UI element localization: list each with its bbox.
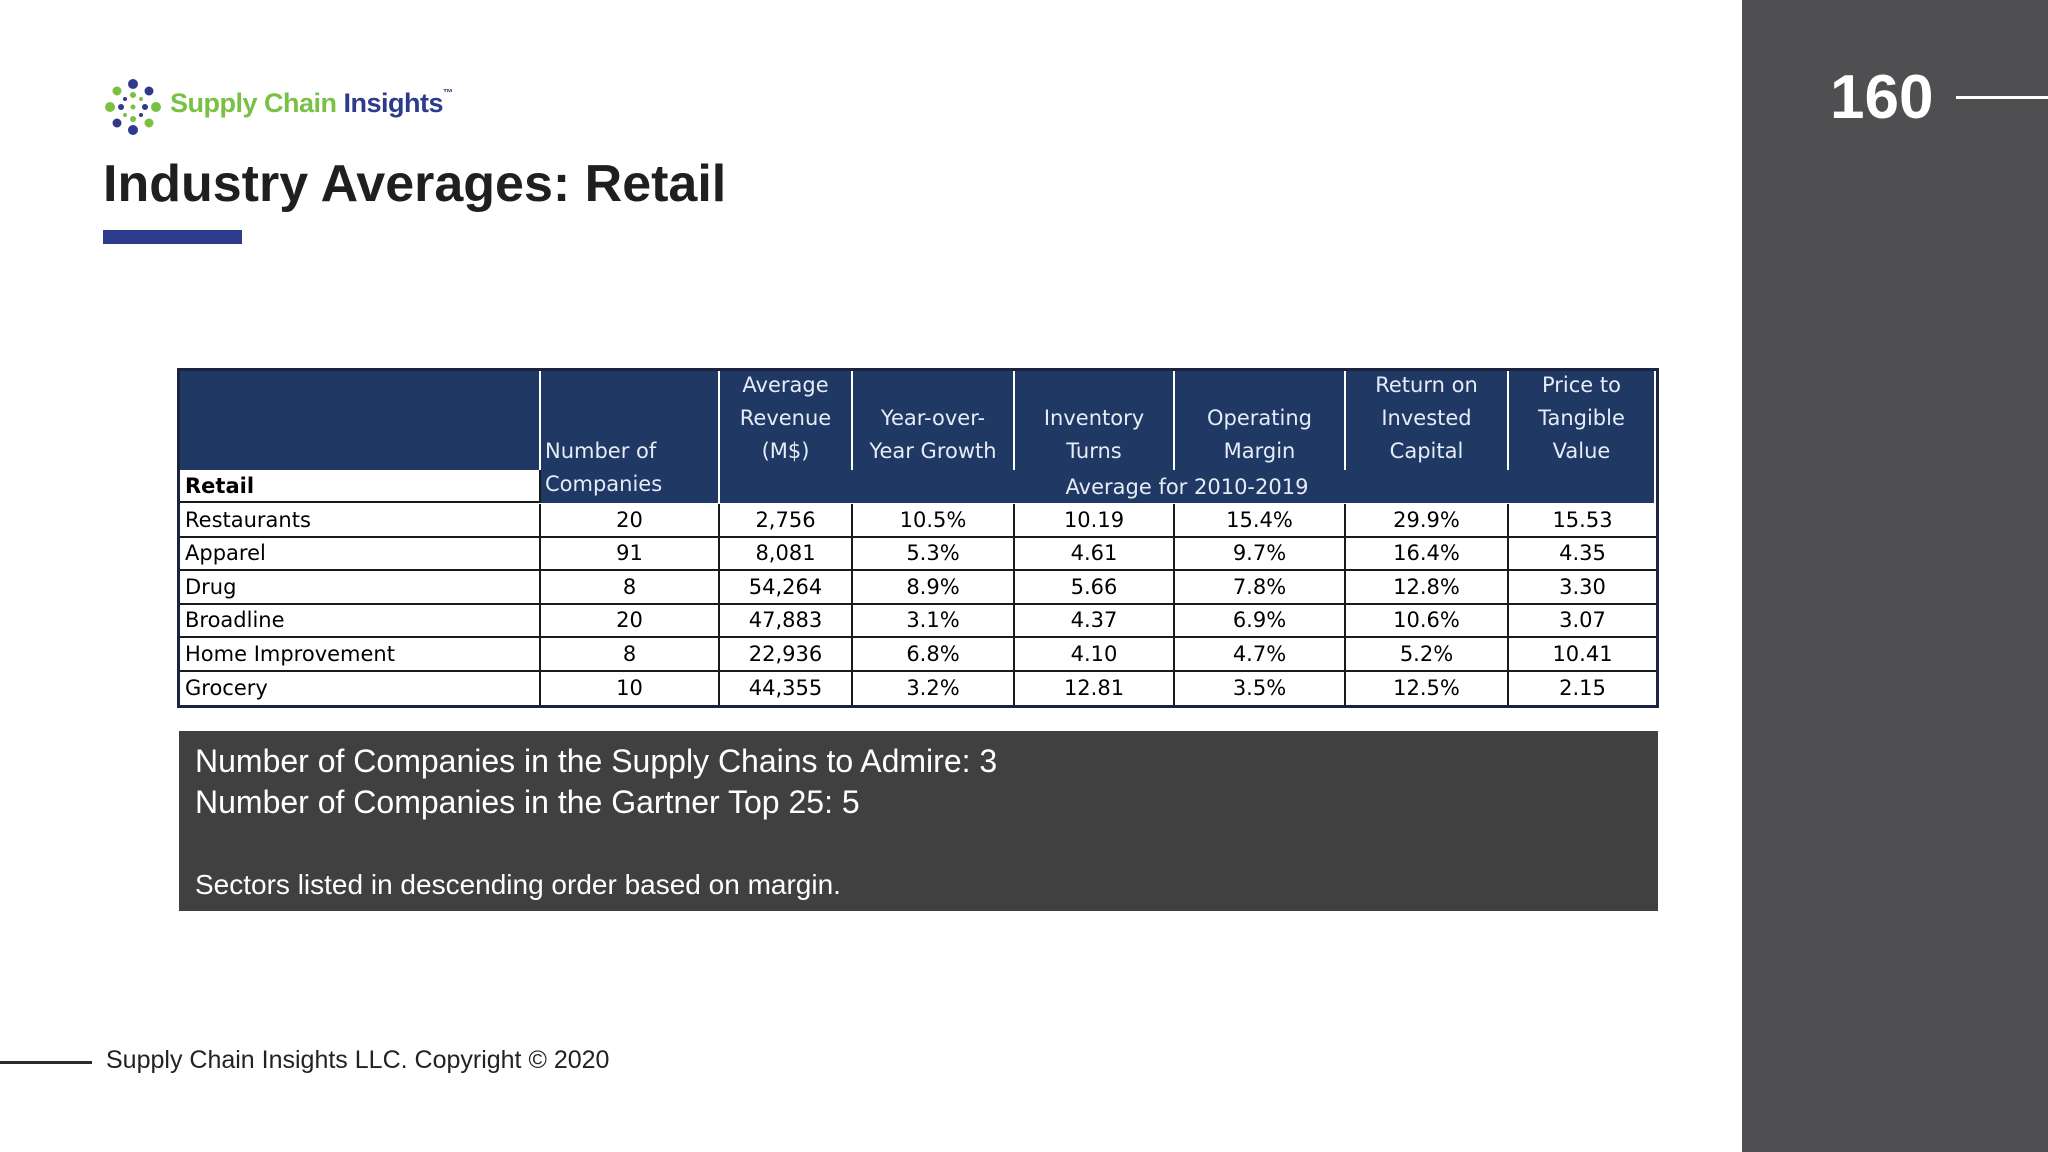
company-logo xyxy=(104,78,464,136)
right-side-panel xyxy=(1742,0,2048,1152)
note-supply-chains-to-admire: Number of Companies in the Supply Chains to Admire: 3 xyxy=(195,743,998,779)
table-cell: 10 xyxy=(541,672,720,706)
table-cell: 3.30 xyxy=(1509,571,1656,605)
column-header-line: Return on xyxy=(1375,373,1478,397)
column-header-line: Inventory xyxy=(1043,406,1145,430)
row-label: Home Improvement xyxy=(180,638,541,672)
column-header-7 xyxy=(1509,371,1656,470)
table-cell: 8,081 xyxy=(720,538,853,572)
table-cell: 6.9% xyxy=(1175,605,1346,639)
table-cell: 8 xyxy=(541,638,720,672)
table-cell: 5.3% xyxy=(853,538,1015,572)
header-corner-blank xyxy=(180,371,541,470)
row-label: Apparel xyxy=(180,538,541,572)
column-header-line: Tangible xyxy=(1538,406,1625,430)
column-header-4 xyxy=(1015,371,1175,470)
table-cell: 47,883 xyxy=(720,605,853,639)
footer-copyright: Supply Chain Insights LLC. Copyright © 2020 xyxy=(106,1046,610,1074)
average-period-label: Average for 2010-2019 xyxy=(720,470,1656,503)
table-cell: 8.9% xyxy=(853,571,1015,605)
column-header-line: Capital xyxy=(1389,439,1464,463)
table-cell: 12.5% xyxy=(1346,672,1509,706)
column-header-5 xyxy=(1175,371,1346,470)
table-cell: 12.81 xyxy=(1015,672,1175,706)
table-cell: 3.07 xyxy=(1509,605,1656,639)
table-cell: 20 xyxy=(541,504,720,538)
table-cell: 4.35 xyxy=(1509,538,1656,572)
table-cell: 91 xyxy=(541,538,720,572)
table-cell: 10.5% xyxy=(853,504,1015,538)
logo-word-insights: Insights xyxy=(343,88,444,118)
table-cell: 22,936 xyxy=(720,638,853,672)
table-cell: 9.7% xyxy=(1175,538,1346,572)
logo-trademark: ™ xyxy=(443,88,453,99)
column-header-line: Operating xyxy=(1207,406,1312,430)
table-cell: 44,355 xyxy=(720,672,853,706)
table-cell: 2,756 xyxy=(720,504,853,538)
title-underline xyxy=(103,230,242,244)
note-sort-order: Sectors listed in descending order based on margin. xyxy=(195,869,841,900)
table-cell: 15.53 xyxy=(1509,504,1656,538)
page-number: 160 xyxy=(1830,63,1934,132)
logo-dots-icon xyxy=(104,78,162,136)
table-cell: 3.5% xyxy=(1175,672,1346,706)
footer-rule xyxy=(0,1061,92,1064)
column-header-1 xyxy=(541,371,720,503)
table-cell: 6.8% xyxy=(853,638,1015,672)
column-header-line: Price to xyxy=(1542,373,1621,397)
table-cell: 20 xyxy=(541,605,720,639)
table-cell: 2.15 xyxy=(1509,672,1656,706)
column-header-line: (M$) xyxy=(761,439,810,463)
table-cell: 29.9% xyxy=(1346,504,1509,538)
column-header-line: Margin xyxy=(1223,439,1296,463)
table-cell: 12.8% xyxy=(1346,571,1509,605)
table-cell: 10.41 xyxy=(1509,638,1656,672)
table-cell: 54,264 xyxy=(720,571,853,605)
column-header-line: Average xyxy=(742,373,829,397)
page-number-rule xyxy=(1956,96,2048,99)
logo-word-supply-chain: Supply Chain xyxy=(170,88,337,118)
table-cell: 3.2% xyxy=(853,672,1015,706)
table-cell: 7.8% xyxy=(1175,571,1346,605)
table-cell: 15.4% xyxy=(1175,504,1346,538)
table-cell: 4.10 xyxy=(1015,638,1175,672)
column-header-3 xyxy=(853,371,1015,470)
column-header-line: Turns xyxy=(1066,439,1122,463)
table-cell: 8 xyxy=(541,571,720,605)
column-header-2 xyxy=(720,371,853,470)
table-cell: 5.2% xyxy=(1346,638,1509,672)
row-label: Broadline xyxy=(180,605,541,639)
column-header-line: Revenue xyxy=(739,406,832,430)
retail-averages-table xyxy=(177,368,1659,708)
column-header-6 xyxy=(1346,371,1509,470)
table-cell: 4.7% xyxy=(1175,638,1346,672)
header-corner-label: Retail xyxy=(180,470,541,503)
table-cell: 16.4% xyxy=(1346,538,1509,572)
table-cell: 10.6% xyxy=(1346,605,1509,639)
table-cell: 10.19 xyxy=(1015,504,1175,538)
table-cell: 4.37 xyxy=(1015,605,1175,639)
column-header-line: Year-over- xyxy=(880,406,986,430)
notes-box xyxy=(179,731,1658,911)
logo-wordmark xyxy=(170,88,453,119)
column-header-line: Number of xyxy=(545,439,657,463)
note-gartner-top-25: Number of Companies in the Gartner Top 25: 5 xyxy=(195,784,860,820)
row-label: Restaurants xyxy=(180,504,541,538)
table-cell: 4.61 xyxy=(1015,538,1175,572)
row-label: Grocery xyxy=(180,672,541,706)
table-cell: 5.66 xyxy=(1015,571,1175,605)
column-header-line: Companies xyxy=(545,472,663,496)
column-header-line: Invested xyxy=(1381,406,1472,430)
slide-title: Industry Averages: Retail xyxy=(103,155,727,213)
column-header-line: Year Growth xyxy=(869,439,997,463)
row-label: Drug xyxy=(180,571,541,605)
column-header-line: Value xyxy=(1552,439,1611,463)
table-cell: 3.1% xyxy=(853,605,1015,639)
